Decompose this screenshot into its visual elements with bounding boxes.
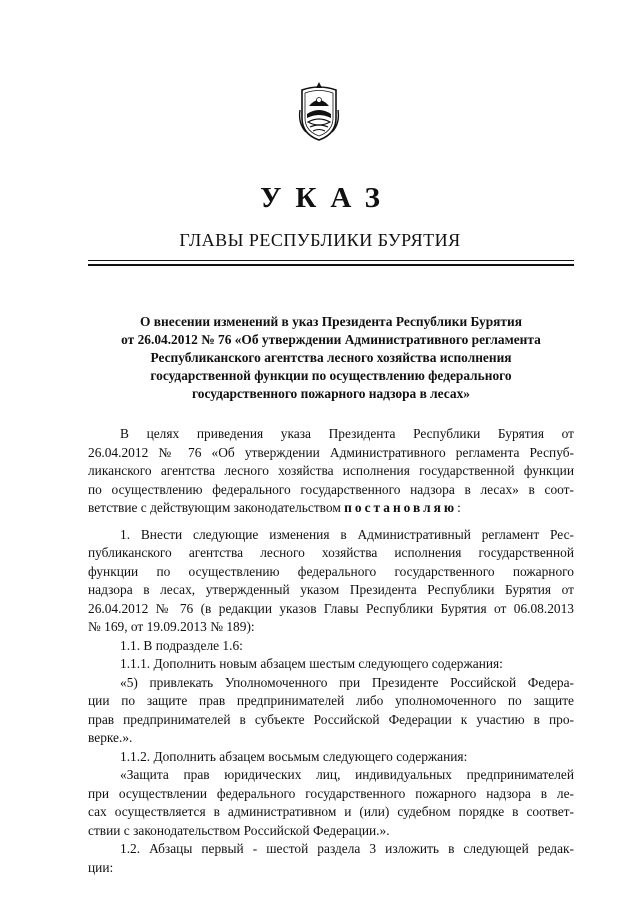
heading-line: от 26.04.2012 № 76 «Об утверждении Административного регламента [121,332,541,347]
quote-1-paragraph [88,674,574,748]
text-line: по осуществлению федерального государственного надзора в лесах» в соот- [88,481,574,497]
text-line: надзора в лесах, утвержденный указом Президента Республики Бурятия от [88,582,574,597]
text-line [88,499,574,518]
heading-line: Республиканского агентства лесного хозяйства исполнения [150,350,512,365]
document-subtitle: ГЛАВЫ РЕСПУБЛИКИ БУРЯТИЯ [179,230,461,250]
text-line: 26.04.2012 № 76 (в редакции указов Главы Республики Бурятия от 06.08.2013 [88,600,574,616]
preamble-last-text: ветствие с действующим законодательством [88,500,341,515]
coat-of-arms-icon [296,80,342,142]
text-line: ствии с законодательством Российской Федерации.». [88,822,390,838]
decree-heading [88,313,574,403]
text-line: публиканского агентства лесного хозяйства исполнения государственной [88,545,574,560]
text-line: ции по защите прав предпринимателей либо уполномоченного по защите [88,693,574,708]
text-line: верке.». [88,730,133,745]
item-1-paragraph [88,526,574,637]
quote-2-paragraph [88,766,574,840]
text-line: прав предпринимателей в субъекте Российской Федерации к участию в про- [88,711,574,727]
text-line: «Защита прав юридических лиц, индивидуальных предпринимателей [120,767,574,782]
item-1-1-line: 1.1. В подразделе 1.6: [120,637,243,653]
text-line: ции: [88,859,114,875]
item-1-1-2-line: 1.1.2. Дополнить абзацем восьмым следующего содержания: [120,748,468,764]
text-line: 1. Внести следующие изменения в Административный регламент Рес- [120,526,574,542]
text-line: при осуществлении федерального государственного пожарного надзора в ле- [88,785,574,801]
preamble-paragraph [88,425,574,518]
text-line: 26.04.2012 № 76 «Об утверждении Административного регламента Респуб- [88,444,574,460]
decree-word: постановляю [344,500,458,515]
preamble-colon: : [457,500,461,515]
item-1-1-1-line: 1.1.1. Дополнить новым абзацем шестым следующего содержания: [120,656,503,671]
text-line: № 169, от 19.09.2013 № 189): [88,619,255,634]
item-1-2-paragraph [88,840,574,877]
text-line: сах осуществляется в административном и (или) судебном порядке в соответ- [88,804,574,819]
heading-line: государственного пожарного надзора в лесах» [192,386,470,401]
heading-line: О внесении изменений в указ Президента Республики Бурятия [140,314,522,329]
document-title: УКАЗ [260,182,394,214]
header-divider-thin [88,260,574,261]
text-line: «5) привлекать Уполномоченного при Президенте Российской Федера- [120,674,574,690]
text-line: функции по осуществлению федерального государственного пожарного [88,563,574,579]
text-line: 1.2. Абзацы первый - шестой раздела 3 изложить в следующей редак- [120,841,574,856]
heading-line: государственной функции по осуществлению федерального [150,368,512,383]
text-line: ликанского агентства лесного хозяйства исполнения государственной функции [88,463,574,478]
header-divider-thick [88,264,574,266]
text-line: В целях приведения указа Президента Республики Бурятия от [120,426,574,441]
decree-body [88,425,574,877]
